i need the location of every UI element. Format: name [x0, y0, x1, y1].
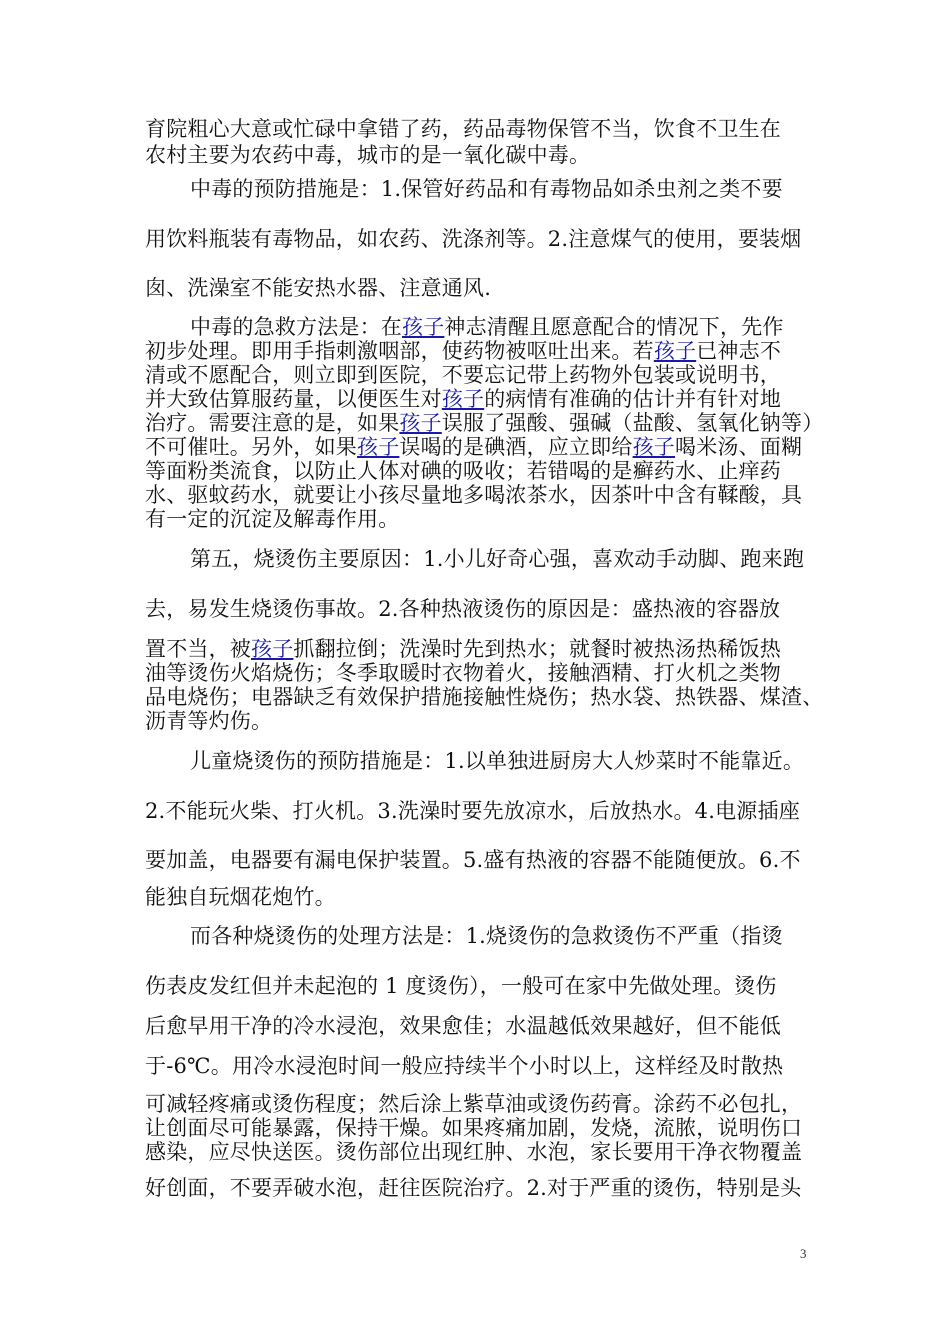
text-segment: 让创面尽可能暴露，保持干燥。如果疼痛加剧，发烧，流脓，说明伤口 [145, 1116, 803, 1140]
text-line [145, 685, 824, 709]
text-line [145, 1014, 815, 1038]
keyword-link[interactable]: 孩子 [632, 435, 676, 459]
text-line [145, 1140, 815, 1164]
text-line [190, 547, 820, 571]
text-line [145, 597, 815, 621]
text-line [145, 709, 815, 733]
text-segment: 置不当，被 [145, 637, 251, 661]
text-segment: 误喝的是碘酒，应立即给 [399, 435, 633, 459]
text-line [145, 799, 815, 823]
text-line [145, 459, 815, 483]
text-line [145, 1116, 815, 1140]
text-segment: 第五，烧烫伤主要原因：1.小儿好奇心强，喜欢动手动脚、跑来跑 [190, 547, 805, 571]
text-segment: 品电烧伤；电器缺乏有效保护措施接触性烧伤；热水袋、热铁器、煤渣、 [145, 685, 824, 709]
text-segment: 已神志不 [696, 339, 782, 363]
text-segment: 初步处理。即用手指刺激咽部，使药物被呕吐出来。若 [145, 339, 654, 363]
keyword-link[interactable]: 孩子 [357, 435, 400, 459]
text-segment: 的病情有准确的估计并有针对地 [484, 387, 782, 411]
text-segment: 用饮料瓶装有毒物品，如农药、洗涤剂等。2.注意煤气的使用，要装烟 [145, 227, 802, 251]
text-segment: 中毒的预防措施是：1.保管好药品和有毒物品如杀虫剂之类不要 [190, 177, 783, 201]
text-segment: 神志清醒且愿意配合的情况下，先作 [444, 315, 784, 339]
text-line [190, 749, 820, 773]
text-segment: 沥青等灼伤。 [145, 709, 273, 733]
text-line [145, 507, 815, 531]
text-line [145, 227, 815, 251]
text-line [190, 177, 820, 201]
text-segment: 育院粗心大意或忙碌中拿错了药，药品毒物保管不当，饮食不卫生在 [145, 117, 781, 141]
text-line [145, 661, 815, 685]
text-segment: 农村主要为农药中毒，城市的是一氧化碳中毒。 [145, 143, 591, 167]
text-line [145, 637, 815, 661]
text-segment: 抓翻拉倒；洗澡时先到热水；就餐时被热汤热稀饭热 [293, 637, 782, 661]
text-segment: 等面粉类流食，以防止人体对碘的吸收；若错喝的是癣药水、止痒药 [145, 459, 781, 483]
keyword-link[interactable]: 孩子 [441, 387, 485, 411]
keyword-link[interactable]: 孩子 [399, 411, 442, 435]
text-line [190, 924, 820, 948]
text-segment: 要加盖，电器要有漏电保护装置。5.盛有热液的容器不能随便放。6.不 [145, 848, 801, 872]
text-segment: 儿童烧烫伤的预防措施是：1.以单独进厨房大人炒菜时不能靠近。 [190, 749, 805, 773]
text-segment: 误服了强酸、强碱（盐酸、氢氧化钠等） [441, 411, 824, 435]
text-line [145, 974, 815, 998]
text-segment: 好创面，不要弄破水泡，赶往医院治疗。2.对于严重的烫伤，特别是头 [145, 1176, 802, 1200]
text-segment: 治疗。需要注意的是，如果 [145, 411, 400, 435]
text-segment: 去，易发生烧烫伤事故。2.各种热液烫伤的原因是：盛热液的容器放 [145, 597, 781, 621]
text-line [145, 363, 815, 387]
text-segment: 感染，应尽快送医。烫伤部位出现红肿、水泡，家长要用干净衣物覆盖 [145, 1140, 803, 1164]
text-segment: 有一定的沉淀及解毒作用。 [145, 507, 400, 531]
text-segment: 可减轻疼痛或烫伤程度；然后涂上紫草油或烫伤药膏。涂药不必包扎， [145, 1092, 803, 1116]
text-segment: 而各种烧烫伤的处理方法是：1.烧烫伤的急救烫伤不严重（指烫 [190, 924, 783, 948]
text-segment: 不可催吐。另外，如果 [145, 435, 357, 459]
keyword-link[interactable]: 孩子 [402, 315, 445, 339]
text-line [145, 1054, 815, 1078]
text-segment: 囱、洗澡室不能安热水器、注意通风. [145, 276, 492, 300]
text-segment: 油等烫伤火焰烧伤；冬季取暖时衣物着火，接触酒精、打火机之类物 [145, 661, 781, 685]
text-segment: 水、驱蚊药水，就要让小孩尽量地多喝浓茶水，因茶叶中含有鞣酸，具 [145, 483, 803, 507]
text-segment: 喝米汤、面糊 [675, 435, 803, 459]
text-line [145, 483, 815, 507]
page-number: 3 [800, 1246, 807, 1261]
keyword-link[interactable]: 孩子 [251, 637, 294, 661]
text-line [145, 276, 815, 300]
text-line [190, 315, 820, 339]
text-segment: 能独自玩烟花炮竹。 [145, 885, 336, 909]
keyword-link[interactable]: 孩子 [653, 339, 697, 363]
text-segment: 清或不愿配合，则立即到医院，不要忘记带上药物外包装或说明书， [145, 363, 781, 387]
text-line [145, 117, 815, 141]
text-segment: 伤表皮发红但并未起泡的 1 度烫伤），一般可在家中先做处理。烫伤 [145, 974, 777, 998]
text-segment: 2.不能玩火柴、打火机。3.洗澡时要先放凉水，后放热水。4.电源插座 [145, 799, 800, 823]
text-line [145, 143, 815, 167]
text-line [145, 1176, 815, 1200]
text-segment: 后愈早用干净的冷水浸泡，效果愈佳；水温越低效果越好，但不能低 [145, 1014, 781, 1038]
text-line [145, 387, 815, 411]
text-segment: 并大致估算服药量，以便医生对 [145, 387, 442, 411]
text-line [145, 1092, 815, 1116]
text-line [145, 848, 815, 872]
text-line [145, 435, 815, 459]
text-line [145, 339, 815, 363]
text-segment: 于-6℃。用冷水浸泡时间一般应持续半个小时以上，这样经及时散热 [145, 1054, 784, 1078]
text-line [145, 885, 815, 909]
text-line [145, 411, 824, 435]
text-segment: 中毒的急救方法是：在 [190, 315, 402, 339]
